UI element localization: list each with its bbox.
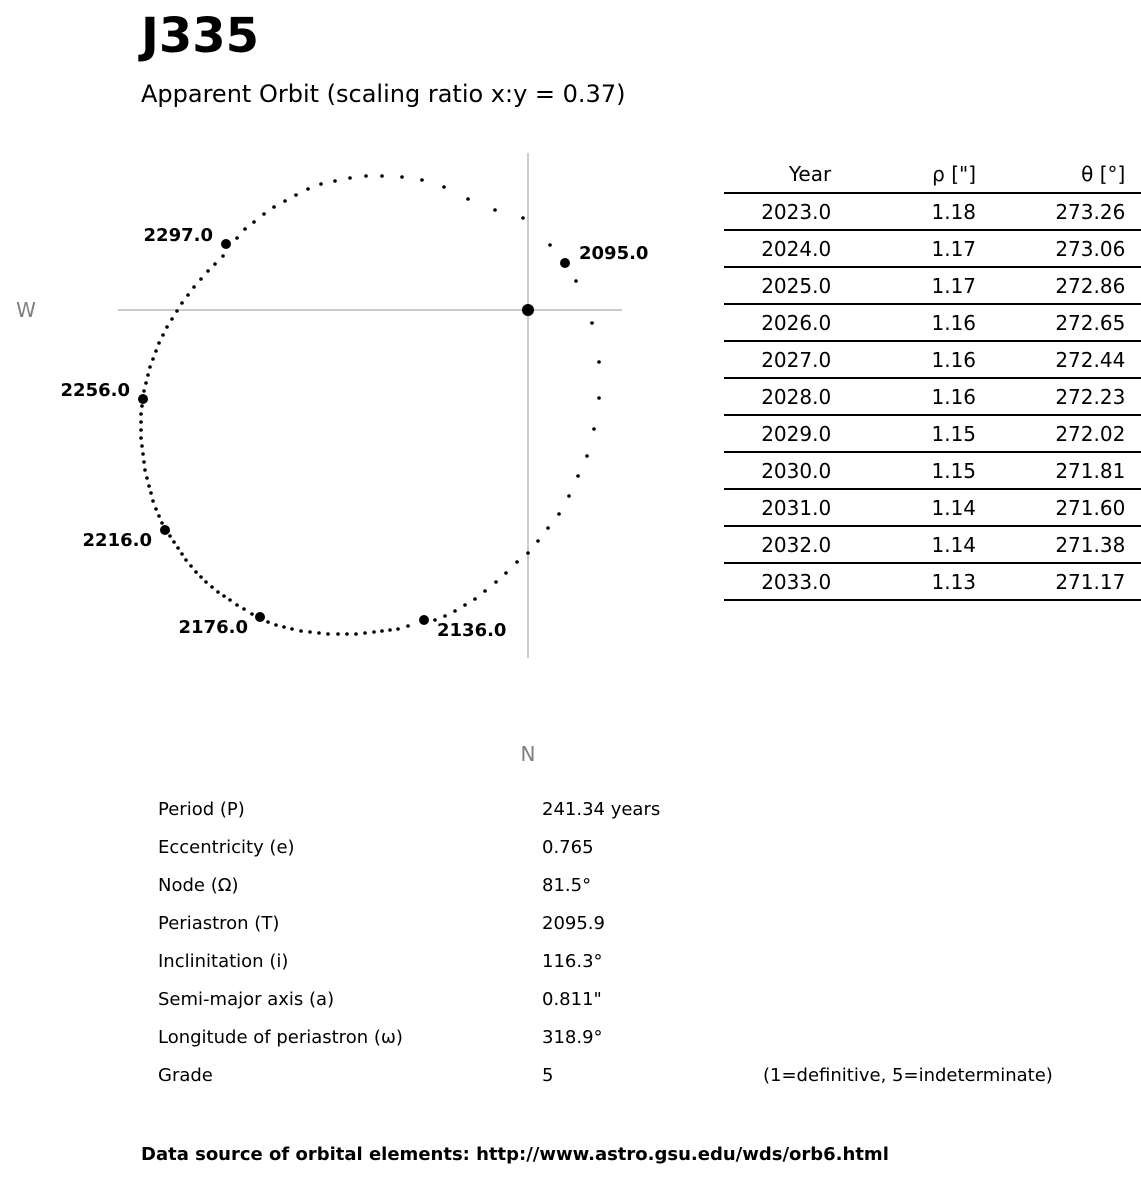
orbit-point bbox=[157, 514, 161, 518]
orbit-point bbox=[165, 325, 169, 329]
orbit-point bbox=[250, 612, 254, 616]
orbit-point bbox=[548, 243, 552, 247]
orbit-point bbox=[186, 293, 190, 297]
row-pad bbox=[1125, 415, 1141, 452]
orbit-point bbox=[317, 631, 321, 635]
ephemeris-table bbox=[724, 156, 1141, 601]
row-pad bbox=[1125, 193, 1141, 230]
table-row bbox=[724, 304, 1141, 341]
orbit-point bbox=[157, 341, 161, 345]
orbit-point bbox=[308, 630, 312, 634]
epoch-label: 2095.0 bbox=[579, 243, 649, 264]
orbit-point bbox=[420, 178, 424, 182]
element-row bbox=[158, 837, 1108, 875]
row-pad bbox=[1125, 341, 1141, 378]
theta-cell: 271.17 bbox=[976, 563, 1125, 600]
orbit-point bbox=[406, 624, 410, 628]
element-label: Semi-major axis (a) bbox=[158, 989, 335, 1010]
element-value: 0.765 bbox=[542, 837, 594, 858]
row-pad bbox=[1125, 267, 1141, 304]
table-row bbox=[724, 563, 1141, 600]
orbit-point bbox=[170, 317, 174, 321]
orbit-point bbox=[494, 580, 498, 584]
epoch-marker bbox=[160, 525, 170, 535]
orbit-point bbox=[199, 277, 203, 281]
year-cell: 2023.0 bbox=[724, 193, 831, 230]
rho-cell: 1.14 bbox=[831, 526, 976, 563]
epoch-label: 2256.0 bbox=[60, 380, 130, 401]
element-row bbox=[158, 1065, 1108, 1103]
orbit-point bbox=[483, 589, 487, 593]
element-label: Grade bbox=[158, 1065, 213, 1086]
orbit-point bbox=[168, 534, 172, 538]
orbit-point bbox=[221, 254, 225, 258]
north-direction-label: N bbox=[520, 742, 536, 766]
orbit-point bbox=[144, 381, 148, 385]
element-label: Period (P) bbox=[158, 799, 245, 820]
orbit-point bbox=[597, 396, 601, 400]
orbit-point bbox=[388, 628, 392, 632]
element-value: 5 bbox=[542, 1065, 554, 1086]
orbit-point bbox=[145, 476, 149, 480]
orbit-point bbox=[576, 474, 580, 478]
orbit-point bbox=[252, 220, 256, 224]
row-pad bbox=[1125, 563, 1141, 600]
orbit-point bbox=[142, 389, 146, 393]
table-header-row bbox=[724, 156, 1141, 193]
table-row bbox=[724, 526, 1141, 563]
element-row bbox=[158, 951, 1108, 989]
year-cell: 2029.0 bbox=[724, 415, 831, 452]
orbit-point bbox=[194, 570, 198, 574]
orbit-point bbox=[235, 236, 239, 240]
chart-subtitle: Apparent Orbit (scaling ratio x:y = 0.37) bbox=[141, 80, 626, 108]
rho-cell: 1.16 bbox=[831, 304, 976, 341]
orbit-point bbox=[574, 279, 578, 283]
rho-cell: 1.14 bbox=[831, 489, 976, 526]
orbit-point bbox=[348, 176, 352, 180]
data-source-note: Data source of orbital elements: http://www.astro.gsu.edu/wds/orb6.html bbox=[141, 1144, 889, 1165]
orbit-point bbox=[148, 365, 152, 369]
orbit-point bbox=[192, 285, 196, 289]
orbit-point bbox=[149, 491, 153, 495]
orbit-point bbox=[557, 512, 561, 516]
orbit-point bbox=[290, 627, 294, 631]
theta-cell: 272.44 bbox=[976, 341, 1125, 378]
table-row bbox=[724, 341, 1141, 378]
element-row bbox=[158, 1027, 1108, 1065]
epoch-marker bbox=[138, 394, 148, 404]
table-row bbox=[724, 415, 1141, 452]
epoch-marker bbox=[221, 239, 231, 249]
orbit-point bbox=[141, 452, 145, 456]
rho-cell: 1.18 bbox=[831, 193, 976, 230]
year-cell: 2025.0 bbox=[724, 267, 831, 304]
orbit-point bbox=[146, 373, 150, 377]
orbit-point bbox=[151, 357, 155, 361]
orbit-point bbox=[442, 185, 446, 189]
year-cell: 2033.0 bbox=[724, 563, 831, 600]
orbit-point bbox=[372, 630, 376, 634]
row-pad bbox=[1125, 378, 1141, 415]
orbit-point bbox=[294, 193, 298, 197]
epoch-marker bbox=[560, 258, 570, 268]
theta-cell: 271.60 bbox=[976, 489, 1125, 526]
page-title: J335 bbox=[141, 8, 260, 64]
orbit-point bbox=[473, 597, 477, 601]
orbit-point bbox=[585, 454, 589, 458]
year-cell: 2032.0 bbox=[724, 526, 831, 563]
orbit-point bbox=[272, 205, 276, 209]
epoch-marker bbox=[255, 612, 265, 622]
table-row bbox=[724, 230, 1141, 267]
orbit-point bbox=[184, 558, 188, 562]
row-pad bbox=[1125, 489, 1141, 526]
element-label: Inclinitation (i) bbox=[158, 951, 289, 972]
theta-cell: 271.81 bbox=[976, 452, 1125, 489]
epoch-label: 2176.0 bbox=[178, 617, 248, 638]
theta-cell: 272.02 bbox=[976, 415, 1125, 452]
primary-star-marker bbox=[522, 304, 534, 316]
orbit-point bbox=[143, 468, 147, 472]
theta-cell: 272.86 bbox=[976, 267, 1125, 304]
year-cell: 2028.0 bbox=[724, 378, 831, 415]
orbit-point bbox=[180, 301, 184, 305]
orbit-point bbox=[266, 620, 270, 624]
row-pad bbox=[1125, 452, 1141, 489]
epoch-label: 2216.0 bbox=[82, 530, 152, 551]
orbit-point bbox=[396, 627, 400, 631]
orbit-point bbox=[213, 262, 217, 266]
element-value: 241.34 years bbox=[542, 799, 661, 820]
year-cell: 2031.0 bbox=[724, 489, 831, 526]
orbit-point bbox=[242, 607, 246, 611]
row-pad bbox=[1125, 526, 1141, 563]
orbit-point bbox=[319, 182, 323, 186]
orbit-point bbox=[363, 631, 367, 635]
element-label: Eccentricity (e) bbox=[158, 837, 295, 858]
orbit-point bbox=[345, 632, 349, 636]
element-value: 81.5° bbox=[542, 875, 592, 896]
rho-cell: 1.16 bbox=[831, 378, 976, 415]
orbit-point bbox=[299, 629, 303, 633]
column-header-year: Year bbox=[724, 156, 831, 193]
orbit-point bbox=[262, 212, 266, 216]
orbit-point bbox=[515, 560, 519, 564]
orbit-point bbox=[154, 349, 158, 353]
orbit-point bbox=[139, 428, 143, 432]
orbit-point bbox=[282, 625, 286, 629]
orbit-point bbox=[380, 174, 384, 178]
orbit-point bbox=[567, 494, 571, 498]
orbit-point bbox=[536, 539, 540, 543]
orbit-point bbox=[180, 552, 184, 556]
orbit-point bbox=[443, 614, 447, 618]
column-header-theta: θ [°] bbox=[976, 156, 1125, 193]
rho-cell: 1.15 bbox=[831, 452, 976, 489]
west-direction-label: W bbox=[16, 298, 36, 322]
orbit-point bbox=[142, 460, 146, 464]
rho-cell: 1.16 bbox=[831, 341, 976, 378]
element-label: Periastron (T) bbox=[158, 913, 280, 934]
orbit-point bbox=[380, 629, 384, 633]
year-cell: 2027.0 bbox=[724, 341, 831, 378]
epoch-label: 2136.0 bbox=[437, 620, 507, 641]
epoch-markers bbox=[61, 225, 649, 641]
year-cell: 2024.0 bbox=[724, 230, 831, 267]
orbit-point bbox=[189, 564, 193, 568]
epoch-label: 2297.0 bbox=[143, 225, 213, 246]
orbit-point bbox=[216, 590, 220, 594]
orbit-point bbox=[400, 175, 404, 179]
element-value: 318.9° bbox=[542, 1027, 603, 1048]
orbit-point bbox=[154, 507, 158, 511]
row-pad bbox=[1125, 304, 1141, 341]
orbit-point bbox=[333, 179, 337, 183]
orbit-point bbox=[521, 216, 525, 220]
table-row bbox=[724, 267, 1141, 304]
row-pad bbox=[1125, 230, 1141, 267]
orbit-point bbox=[592, 427, 596, 431]
theta-cell: 271.38 bbox=[976, 526, 1125, 563]
orbit-plot bbox=[0, 0, 700, 790]
orbit-point bbox=[160, 521, 164, 525]
year-cell: 2026.0 bbox=[724, 304, 831, 341]
orbit-point bbox=[283, 199, 287, 203]
orbit-point bbox=[161, 333, 165, 337]
element-row bbox=[158, 799, 1108, 837]
element-value: 2095.9 bbox=[542, 913, 605, 934]
orbit-point bbox=[466, 197, 470, 201]
orbit-point bbox=[206, 269, 210, 273]
orbit-point bbox=[147, 484, 151, 488]
orbit-point bbox=[140, 404, 144, 408]
theta-cell: 273.06 bbox=[976, 230, 1125, 267]
theta-cell: 272.23 bbox=[976, 378, 1125, 415]
table-row bbox=[724, 193, 1141, 230]
orbit-point bbox=[199, 575, 203, 579]
epoch-marker bbox=[419, 615, 429, 625]
element-label: Longitude of periastron (ω) bbox=[158, 1027, 403, 1048]
orbit-point bbox=[235, 603, 239, 607]
orbit-point bbox=[140, 444, 144, 448]
theta-cell: 272.65 bbox=[976, 304, 1125, 341]
year-cell: 2030.0 bbox=[724, 452, 831, 489]
orbit-point bbox=[453, 609, 457, 613]
orbit-point bbox=[172, 540, 176, 544]
orbit-point bbox=[504, 571, 508, 575]
rho-cell: 1.13 bbox=[831, 563, 976, 600]
orbit-point bbox=[139, 420, 143, 424]
orbit-point bbox=[463, 603, 467, 607]
element-label: Node (Ω) bbox=[158, 875, 239, 896]
orbit-point bbox=[546, 526, 550, 530]
orbit-point bbox=[597, 360, 601, 364]
orbit-point bbox=[175, 309, 179, 313]
table-row bbox=[724, 452, 1141, 489]
orbit-point bbox=[139, 436, 143, 440]
column-pad bbox=[1125, 156, 1141, 193]
element-value: 116.3° bbox=[542, 951, 603, 972]
orbit-point bbox=[204, 580, 208, 584]
orbit-point bbox=[139, 412, 143, 416]
orbit-point bbox=[222, 594, 226, 598]
table-row bbox=[724, 378, 1141, 415]
orbit-point bbox=[354, 632, 358, 636]
grade-scale-note: (1=definitive, 5=indeterminate) bbox=[763, 1065, 1053, 1086]
element-row bbox=[158, 875, 1108, 913]
orbit-point bbox=[326, 632, 330, 636]
orbit-point bbox=[306, 187, 310, 191]
orbit-point bbox=[493, 208, 497, 212]
table-row bbox=[724, 489, 1141, 526]
theta-cell: 273.26 bbox=[976, 193, 1125, 230]
orbit-point bbox=[176, 546, 180, 550]
orbit-point bbox=[228, 598, 232, 602]
element-row bbox=[158, 913, 1108, 951]
orbit-point bbox=[364, 174, 368, 178]
orbit-point bbox=[274, 623, 278, 627]
orbit-point bbox=[210, 585, 214, 589]
orbit-point bbox=[151, 499, 155, 503]
orbit-point bbox=[526, 551, 530, 555]
orbit-point bbox=[590, 321, 594, 325]
column-header-rho: ρ ["] bbox=[831, 156, 976, 193]
rho-cell: 1.15 bbox=[831, 415, 976, 452]
element-value: 0.811" bbox=[542, 989, 602, 1010]
orbit-point bbox=[243, 227, 247, 231]
rho-cell: 1.17 bbox=[831, 230, 976, 267]
rho-cell: 1.17 bbox=[831, 267, 976, 304]
element-row bbox=[158, 989, 1108, 1027]
orbit-point bbox=[336, 632, 340, 636]
